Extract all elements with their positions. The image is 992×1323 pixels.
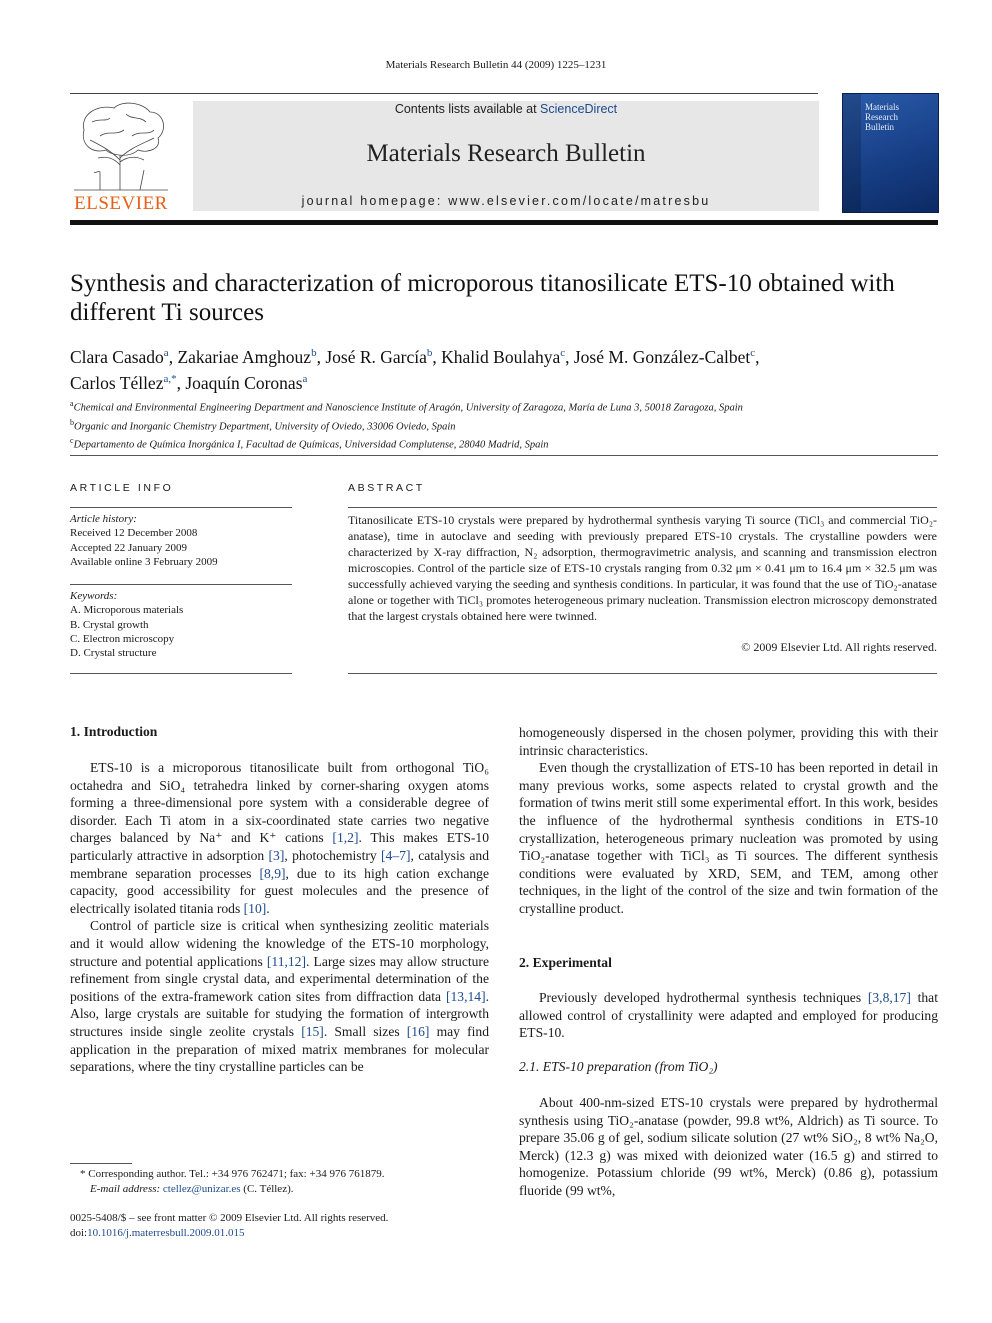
- email-link[interactable]: ctellez@unizar.es: [162, 1182, 241, 1195]
- right-column-body-top: [519, 724, 938, 918]
- paragraph-text: Previously developed hydrothermal synthesis techniques: [539, 990, 868, 1005]
- keywords: [70, 589, 292, 660]
- citation-link[interactable]: [13,14]: [445, 988, 486, 1004]
- tree-icon: [70, 100, 172, 192]
- history-item: Received 12 December 2008: [70, 527, 198, 540]
- citation-link[interactable]: [11,12]: [266, 953, 307, 969]
- journal-reference: Materials Research Bulletin 44 (2009) 1225–1231: [385, 59, 607, 71]
- affiliation: [70, 416, 938, 435]
- affiliation-mark: c: [70, 436, 74, 445]
- keyword-item: A. Microporous materials: [70, 604, 184, 617]
- email-label: E-mail address:: [90, 1182, 161, 1195]
- intro-paragraph-2: [70, 917, 489, 1075]
- history-item: Available online 3 February 2009: [70, 555, 218, 568]
- paragraph-text: .: [266, 900, 270, 916]
- intro-paragraph-3: Even though the crystallization of ETS-10 has been reported in detail in many previous works, some aspects related to crystal growth and the formation of twins merit still some experimental effort. In this work, besides the influence of the hydrothermal synthesis conditions in ETS-10 crystallization, heterogeneous primary nucleation was promoted by using TiO₂-anatase together with TiCl₃ as Ti sources. The different synthesis conditions were evaluated by XRD, SEM, and TEM, among other techniques, in the light of the control of the size and twin formation of the crystalline product.: [519, 760, 938, 916]
- issn-line: 0025-5408/$ – see front matter © 2009 Elsevier Ltd. All rights reserved.: [70, 1212, 389, 1224]
- experimental-paragraph-container: [519, 989, 938, 1042]
- citation-link[interactable]: [1,2]: [332, 830, 359, 846]
- citation-link[interactable]: [10]: [243, 900, 267, 916]
- email-suffix: (C. Téllez).: [243, 1182, 294, 1195]
- cover-band: [843, 94, 861, 212]
- keyword-item: D. Crystal structure: [70, 647, 157, 660]
- abstract-bottom-rule: [348, 673, 937, 674]
- doi-line: [70, 1226, 489, 1241]
- author-affil-mark[interactable]: b: [311, 347, 317, 359]
- abstract-text: Titanosilicate ETS-10 crystals were prepared by hydrothermal synthesis varying Ti source (TiCl₃ and commercial TiO₂-anatase), time in autoclave and seeding with previously prepared ETS-10 crystals. The crystalline powders were characterized by X-ray diffraction, N₂ adsorption, thermogravimetric analysis, and scanning and transmission electron microscopies. Control of the particle size of ETS-10 crystals ranging from 0.32 μm × 0.41 μm to 16.4 μm × 32.5 μm was successfully achieved varying the seeding and synthesis conditions. In particular, it was found that the use of TiO₂-anatase alone or together with TiCl₃ promotes heterogeneous primary nucleation. Transmission electron microscopy demonstrated that the largest crystals obtained here were twinned.: [348, 513, 937, 623]
- citation-link[interactable]: [8,9]: [259, 865, 286, 881]
- author-name: Carlos Téllez: [70, 372, 164, 393]
- keyword-item: C. Electron microscopy: [70, 632, 175, 645]
- affiliation-mark: a: [70, 399, 74, 408]
- history-label: Article history:: [70, 513, 137, 525]
- paragraph-text: . Also, large crystals are suitable for studying the formation of intergrowth structures inside single zeolite crystals: [70, 988, 489, 1039]
- affiliation: [70, 397, 938, 416]
- affiliations: [70, 397, 938, 453]
- contents-line: [193, 102, 819, 116]
- abstract-rule: [348, 507, 937, 508]
- abstract-copyright: © 2009 Elsevier Ltd. All rights reserved.: [741, 640, 937, 654]
- paragraph-text: , catalysis and membrane separation processes: [70, 847, 489, 881]
- journal-title: Materials Research Bulletin: [366, 140, 646, 167]
- article-title: Synthesis and characterization of microporous titanosilicate ETS-10 obtained with different Ti sources: [70, 270, 895, 326]
- paragraph-text: may find application in the preparation of mixed matrix membranes for molecular separations, where the tiny crystalline particles can be: [70, 1023, 489, 1075]
- article-info-heading: ARTICLE INFO: [70, 482, 174, 494]
- author-affil-mark[interactable]: a: [302, 372, 308, 385]
- author-affil-mark[interactable]: b: [426, 347, 433, 359]
- footnotes: [70, 1167, 489, 1196]
- author-name: Khalid Boulahya: [441, 346, 561, 367]
- intro-paragraph-continued: homogeneously dispersed in the chosen polymer, providing this with their intrinsic characteristics.: [519, 725, 938, 758]
- section-heading-experimental: 2. Experimental: [519, 955, 612, 970]
- intro-paragraph-1: [70, 759, 489, 917]
- article-info-bottom-rule: [70, 673, 292, 674]
- affiliation-text: Departamento de Química Inorgánica I, Facultad de Químicas, Universidad Complutense, 28040 Madrid, Spain: [73, 439, 549, 451]
- author-affil-mark[interactable]: c: [560, 347, 566, 359]
- paragraph-text: , photochemistry: [284, 847, 382, 863]
- header-top-rule: [70, 93, 818, 94]
- history-item: Accepted 22 January 2009: [70, 541, 187, 554]
- article-info-rule: [70, 507, 292, 508]
- footnote-rule: [70, 1163, 132, 1164]
- doi-link[interactable]: 10.1016/j.materresbull.2009.01.015: [87, 1226, 245, 1239]
- header-bottom-rule: [70, 220, 938, 225]
- paragraph-text: , due to its high cation exchange capacity, good accessibility for guest molecules and the presence of electrically isolated titania rods: [70, 865, 489, 916]
- affiliation-mark: b: [70, 417, 74, 427]
- author-name: Joaquín Coronas: [185, 372, 303, 393]
- author-name: José R. García: [325, 346, 427, 367]
- paragraph-text: that allowed control of crystallinity were adapted and employed for producing ETS-10.: [519, 990, 938, 1041]
- paragraph-text: Control of particle size is critical when synthesizing zeolitic materials and it would allow widening the knowledge of the ETS-10 morphology, structure and potential applications: [70, 918, 489, 969]
- keywords-rule: [70, 584, 292, 585]
- affiliation-text: Chemical and Environmental Engineering Department and Nanoscience Institute of Aragón, University of Zaragoza, María de Luna 3, 50018 Zaragoza, Spain: [73, 402, 743, 414]
- author-name: Clara Casado: [70, 346, 164, 367]
- author-affil-mark[interactable]: a,*: [163, 372, 177, 385]
- cover-title-line: Materials: [865, 102, 899, 112]
- affiliation-text: Organic and Inorganic Chemistry Department, University of Oviedo, 33006 Oviedo, Spain: [74, 421, 456, 432]
- preparation-paragraph-1: About 400-nm-sized ETS-10 crystals were prepared by hydrothermal synthesis using TiO₂-anatase (powder, 99.8 wt%, Aldrich) as Ti source. To prepare 35.06 g of gel, sodium silicate solution (27 wt% SiO₂, 8 wt% Na₂O, Merck) (12.3 g) was mixed with deionized water (16.5 g) and stirred to homogenize. Potassium chloride (99 wt%, Merck) (0.86 g), potassium fluoride (99 wt%,: [519, 1095, 938, 1198]
- cover-title-line: Bulletin: [865, 122, 894, 132]
- citation-link[interactable]: [3]: [268, 847, 285, 863]
- elsevier-wordmark: ELSEVIER: [74, 193, 168, 214]
- article-history: [70, 512, 292, 569]
- author-name: José M. González-Calbet: [573, 346, 751, 367]
- journal-cover-thumbnail: [842, 93, 939, 213]
- author-name: Zakariae Amghouz: [177, 346, 312, 367]
- affiliation: [70, 434, 938, 453]
- citation-link[interactable]: [4–7]: [381, 847, 411, 863]
- author-affil-mark[interactable]: a: [163, 347, 169, 359]
- paragraph-text: . Small sizes: [323, 1023, 407, 1039]
- paragraph-text: . This makes ETS-10 particularly attractive in adsorption: [70, 830, 489, 863]
- contents-prefix: Contents lists available at: [394, 102, 541, 116]
- corresponding-author-note: * Corresponding author. Tel.: +34 976 762471; fax: +34 976 761879.: [80, 1168, 385, 1180]
- left-column-body: [70, 759, 489, 1076]
- citation-link[interactable]: [15]: [301, 1023, 324, 1039]
- doi-label: doi:: [70, 1226, 88, 1239]
- affiliations-rule: [70, 455, 938, 456]
- subsection-heading-ets10-preparation: 2.1. ETS-10 preparation (from TiO₂): [519, 1059, 718, 1074]
- section-heading-introduction: 1. Introduction: [70, 724, 158, 739]
- citation-link[interactable]: [16]: [406, 1023, 430, 1039]
- corresponding-author-text: Corresponding author. Tel.: +34 976 762471; fax: +34 976 761879.: [88, 1168, 385, 1180]
- sciencedirect-link[interactable]: ScienceDirect: [540, 102, 618, 116]
- experimental-paragraph-1: [519, 989, 938, 1042]
- citation-link[interactable]: [3,8,17]: [867, 990, 911, 1005]
- cover-title: [865, 102, 899, 132]
- paragraph-text: . Large sizes may allow structure refinement from single crystal data, and experimental determination of the positions of the extra-framework cation sites from diffraction data: [70, 953, 489, 1004]
- author-affil-mark[interactable]: c: [750, 347, 756, 359]
- subsection-paragraph-container: [519, 1094, 938, 1200]
- email-note: [70, 1182, 489, 1197]
- cover-title-line: Research: [865, 112, 898, 122]
- keyword-item: B. Crystal growth: [70, 618, 149, 631]
- front-matter: [70, 1211, 489, 1240]
- author-list: Clara Casado$^a$, Zakariae Amghouz$^b$, José R. García$^b$, Khalid Boulahya$^c$, José M. González-Calbet$^c$, Carlos Téllez$^{a,*}$, Joaquín Coronas$^a$: [70, 346, 760, 393]
- abstract-heading: ABSTRACT: [348, 482, 425, 494]
- paragraph-text: ETS-10 is a microporous titanosilicate built from orthogonal TiO₆ octahedra and SiO₄ tetrahedra linked by corner-sharing oxygen atoms forming a three-dimensional pore system with a considerable degree of disorder. Each Ti atom in a six-coordinated state carries two negative charges balanced by Na⁺ and K⁺ cations: [70, 760, 489, 846]
- journal-homepage[interactable]: journal homepage: www.elsevier.com/locate/matresbu: [301, 194, 711, 208]
- keywords-label: Keywords:: [70, 590, 118, 602]
